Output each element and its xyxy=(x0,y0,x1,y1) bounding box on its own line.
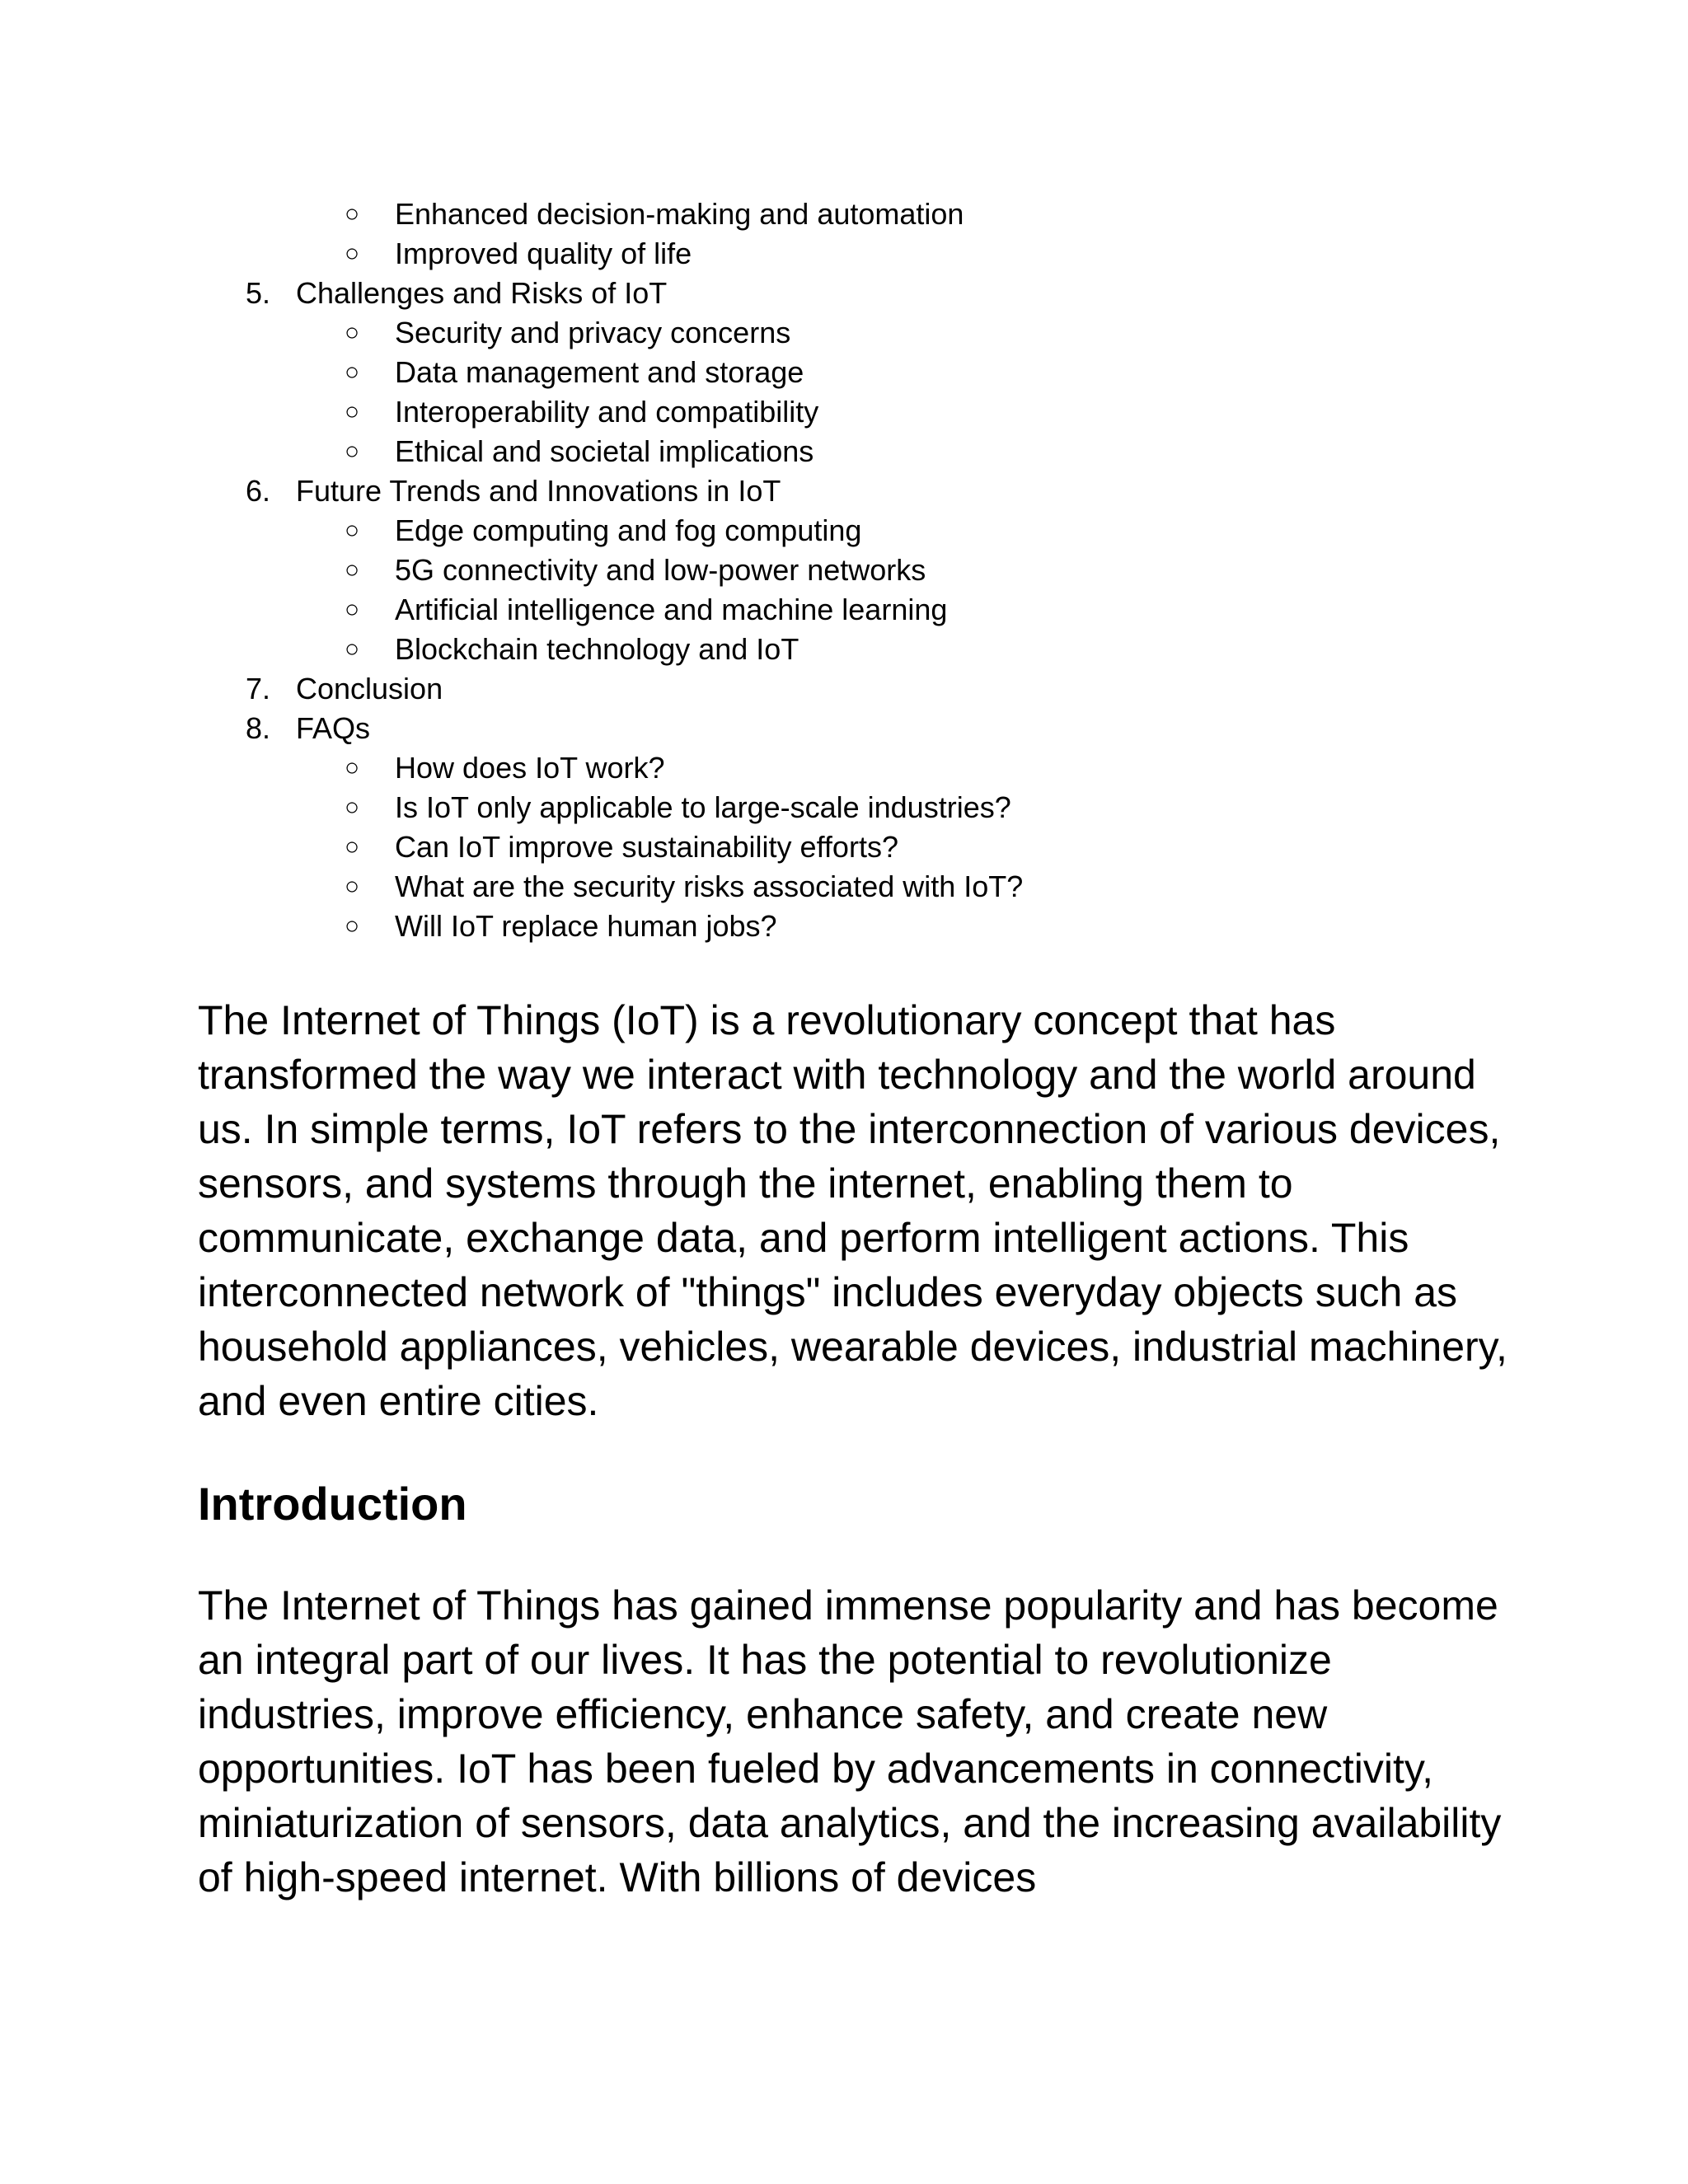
section-heading: Introduction xyxy=(198,1478,467,1530)
bullet-icon: ○ xyxy=(345,319,360,346)
list-item-text: Will IoT replace human jobs? xyxy=(395,909,777,943)
list-item-text: Edge computing and fog computing xyxy=(395,513,862,547)
list-item-text: Blockchain technology and IoT xyxy=(395,632,799,666)
bullet-icon: ○ xyxy=(345,556,360,583)
bullet-icon: ○ xyxy=(345,398,360,425)
bullet-icon: ○ xyxy=(345,833,360,860)
section-number: 6. xyxy=(246,474,271,508)
bullet-icon: ○ xyxy=(345,200,360,227)
section-title: Conclusion xyxy=(296,672,443,705)
bullet-icon: ○ xyxy=(345,596,360,623)
bullet-icon: ○ xyxy=(345,873,360,900)
bullet-icon: ○ xyxy=(345,517,360,544)
bullet-icon: ○ xyxy=(345,794,360,821)
bullet-icon: ○ xyxy=(345,359,360,386)
list-item-text: Enhanced decision-making and automation xyxy=(395,197,964,231)
introduction-paragraph: The Internet of Things has gained immense popularity and has become an integral part of our lives. It has the potential to revolutionize industries, improve efficiency, enhance safety, and create new opportunities. IoT has been fueled by advancements in connectivity, miniaturization of sensors, data analytics, and the increasing availability of high-speed internet. With billions of devices xyxy=(198,1582,1502,1900)
list-item-text: Security and privacy concerns xyxy=(395,316,791,349)
list-item-text: Ethical and societal implications xyxy=(395,434,814,468)
section-number: 8. xyxy=(246,711,271,745)
list-item-text: 5G connectivity and low-power networks xyxy=(395,553,926,587)
bullet-icon: ○ xyxy=(345,240,360,267)
list-item-text: Is IoT only applicable to large-scale industries? xyxy=(395,790,1011,824)
intro-paragraph: The Internet of Things (IoT) is a revolutionary concept that has transformed the way we interact with technology and the world around us. In simple terms, IoT refers to the interconnection of various devices, sensors, and systems through the internet, enabling them to communicate, exchange data, and perform intelligent actions. This interconnected network of "things" includes everyday objects such as household appliances, vehicles, wearable devices, industrial machinery, and even entire cities. xyxy=(198,997,1507,1424)
bullet-icon: ○ xyxy=(345,635,360,663)
section-number: 7. xyxy=(246,672,271,705)
list-item-text: Improved quality of life xyxy=(395,237,692,270)
list-item-text: Artificial intelligence and machine learning xyxy=(395,593,948,626)
bullet-icon: ○ xyxy=(345,438,360,465)
list-item-text: What are the security risks associated with IoT? xyxy=(395,869,1024,903)
bullet-icon: ○ xyxy=(345,912,360,940)
list-item-text: How does IoT work? xyxy=(395,751,665,785)
list-item-text: Interoperability and compatibility xyxy=(395,395,819,429)
section-number: 5. xyxy=(246,276,271,310)
section-title: Challenges and Risks of IoT xyxy=(296,276,668,310)
list-item-text: Can IoT improve sustainability efforts? xyxy=(395,830,898,864)
section-title: Future Trends and Innovations in IoT xyxy=(296,474,781,508)
section-title: FAQs xyxy=(296,711,371,745)
bullet-icon: ○ xyxy=(345,754,360,781)
list-item-text: Data management and storage xyxy=(395,355,804,389)
